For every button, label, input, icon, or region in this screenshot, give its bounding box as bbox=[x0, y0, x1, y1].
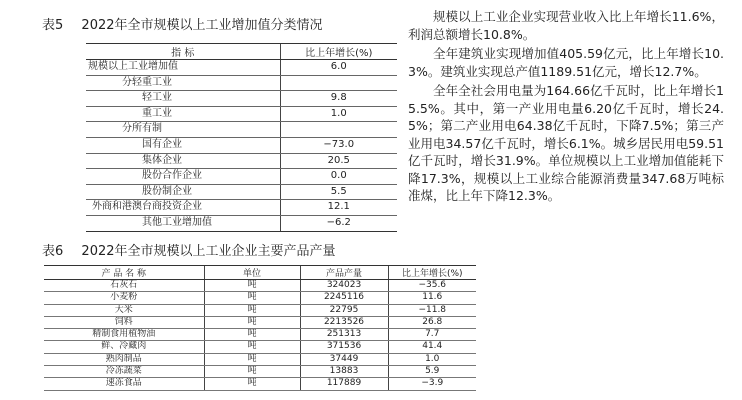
table6-cell-unit: 吨 bbox=[204, 341, 300, 353]
table6-cell-output: 13883 bbox=[300, 366, 388, 378]
table6-cell-name: 冷冻蔬菜 bbox=[44, 366, 204, 378]
table6-cell-name: 精制食用植物油 bbox=[44, 329, 204, 341]
paragraph: 规模以上工业企业实现营业收入比上年增长11.6%，利润总额增长10.8%。 bbox=[408, 9, 724, 42]
table6-number: 表6 bbox=[42, 244, 64, 259]
table5-row-value: −73.0 bbox=[280, 137, 397, 153]
table6-cell-unit: 吨 bbox=[204, 304, 300, 316]
table6-cell-output: 22795 bbox=[300, 304, 388, 316]
table6-header-name: 产 品 名 称 bbox=[44, 266, 204, 280]
table5-row-label: 分所有制 bbox=[86, 122, 280, 138]
table5-row bbox=[86, 184, 397, 200]
table5-row-label: 集体企业 bbox=[86, 153, 280, 169]
table5-row-value: 5.5 bbox=[280, 184, 397, 200]
table6-cell-name: 速冻食品 bbox=[44, 378, 204, 390]
table6-cell-output: 37449 bbox=[300, 353, 388, 365]
table5-header-value: 比上年增长(%) bbox=[280, 44, 397, 60]
table5-row-label: 分轻重工业 bbox=[86, 75, 280, 91]
table6-header-output: 产品产量 bbox=[300, 266, 388, 280]
table5-row bbox=[86, 91, 397, 107]
table5-row bbox=[86, 153, 397, 169]
table5-number: 表5 bbox=[42, 18, 64, 33]
table6-cell-unit: 吨 bbox=[204, 280, 300, 292]
table5-row-label: 外商和港澳台商投资企业 bbox=[86, 200, 280, 216]
table6-cell-name: 饲料 bbox=[44, 316, 204, 328]
table6-cell-unit: 吨 bbox=[204, 316, 300, 328]
table5-row-value: 6.0 bbox=[280, 60, 397, 76]
table5-row-value: 0.0 bbox=[280, 169, 397, 185]
table5-header-indicator: 指 标 bbox=[86, 44, 280, 60]
table6-row bbox=[44, 280, 476, 292]
table5-row bbox=[86, 122, 397, 138]
table5-body bbox=[86, 60, 397, 232]
table5-row-label: 规模以上工业增加值 bbox=[86, 60, 280, 76]
table6-cell-growth: 11.6 bbox=[388, 292, 476, 304]
table6-row bbox=[44, 366, 476, 378]
table5-row-value: 12.1 bbox=[280, 200, 397, 216]
table6-cell-growth: 1.0 bbox=[388, 353, 476, 365]
table5-row bbox=[86, 215, 397, 231]
table5-row-value: 20.5 bbox=[280, 153, 397, 169]
table5-row bbox=[86, 169, 397, 185]
table5-row-value: 9.8 bbox=[280, 91, 397, 107]
table5-row-label: 轻工业 bbox=[86, 91, 280, 107]
table6-cell-output: 251313 bbox=[300, 329, 388, 341]
table6-header-unit: 单位 bbox=[204, 266, 300, 280]
table5-row-value bbox=[280, 122, 397, 138]
body-text bbox=[408, 8, 724, 207]
table6-cell-growth: 41.4 bbox=[388, 341, 476, 353]
table5-title: 2022年全市规模以上工业增加值分类情况 bbox=[81, 18, 323, 33]
table6-cell-unit: 吨 bbox=[204, 378, 300, 390]
table6-cell-output: 371536 bbox=[300, 341, 388, 353]
table6-cell-growth: 7.7 bbox=[388, 329, 476, 341]
table5-row-label: 其他工业增加值 bbox=[86, 215, 280, 231]
table6-cell-name: 鲜、冷藏肉 bbox=[44, 341, 204, 353]
table6-row bbox=[44, 353, 476, 365]
table6-cell-output: 117889 bbox=[300, 378, 388, 390]
table5-row-value bbox=[280, 75, 397, 91]
table5-row-label: 股份制企业 bbox=[86, 184, 280, 200]
table6-row bbox=[44, 304, 476, 316]
table5-row-label: 国有企业 bbox=[86, 137, 280, 153]
table6-row bbox=[44, 341, 476, 353]
table6-row bbox=[44, 329, 476, 341]
table5-row bbox=[86, 200, 397, 216]
table5-row-value: 1.0 bbox=[280, 106, 397, 122]
table6-body bbox=[44, 280, 476, 391]
table5-row bbox=[86, 60, 397, 76]
table6-cell-name: 小麦粉 bbox=[44, 292, 204, 304]
table6-caption bbox=[42, 240, 336, 259]
table6-cell-growth: 26.8 bbox=[388, 316, 476, 328]
table5-row-value: −6.2 bbox=[280, 215, 397, 231]
table6 bbox=[44, 265, 476, 391]
table6-cell-unit: 吨 bbox=[204, 292, 300, 304]
table6-header-growth: 比上年增长(%) bbox=[388, 266, 476, 280]
table6-cell-unit: 吨 bbox=[204, 353, 300, 365]
table6-cell-output: 2213526 bbox=[300, 316, 388, 328]
table6-cell-name: 熟肉制品 bbox=[44, 353, 204, 365]
table6-cell-unit: 吨 bbox=[204, 329, 300, 341]
table6-cell-name: 石灰石 bbox=[44, 280, 204, 292]
paragraph: 全年全社会用电量为164.66亿千瓦时，比上年增长15.5%。其中，第一产业用电量6.20亿千瓦时，增长24.5%；第二产业用电64.38亿千瓦时，下降7.5%；第三产业用电34.57亿千瓦时，增长6.1%。城乡居民用电59.51亿千瓦时，增长31.9%。单位规模以上工业增加值能耗下降17.3%，规模以上工业综合能源消费量347.68万吨标准煤，比上年下降12.3%。 bbox=[408, 83, 724, 203]
table6-row bbox=[44, 316, 476, 328]
table5-header-row bbox=[86, 44, 397, 60]
table5-row-label: 股份合作企业 bbox=[86, 169, 280, 185]
table6-cell-growth: 5.9 bbox=[388, 366, 476, 378]
table5-row bbox=[86, 137, 397, 153]
table6-cell-growth: −3.9 bbox=[388, 378, 476, 390]
paragraph: 全年建筑业实现增加值405.59亿元，比上年增长10.3%。建筑业实现总产值1189.51亿元，增长12.7%。 bbox=[408, 46, 724, 79]
table5 bbox=[86, 43, 397, 232]
table6-header-row bbox=[44, 266, 476, 280]
table6-cell-output: 2245116 bbox=[300, 292, 388, 304]
table5-caption bbox=[42, 14, 323, 33]
table5-row bbox=[86, 106, 397, 122]
table6-cell-growth: −11.8 bbox=[388, 304, 476, 316]
table6-cell-name: 大米 bbox=[44, 304, 204, 316]
table6-row bbox=[44, 292, 476, 304]
table6-cell-growth: −35.6 bbox=[388, 280, 476, 292]
table6-cell-unit: 吨 bbox=[204, 366, 300, 378]
table5-row bbox=[86, 75, 397, 91]
table6-cell-output: 324023 bbox=[300, 280, 388, 292]
table5-row-label: 重工业 bbox=[86, 106, 280, 122]
table6-row bbox=[44, 378, 476, 390]
table6-title: 2022年全市规模以上工业企业主要产品产量 bbox=[81, 244, 336, 259]
